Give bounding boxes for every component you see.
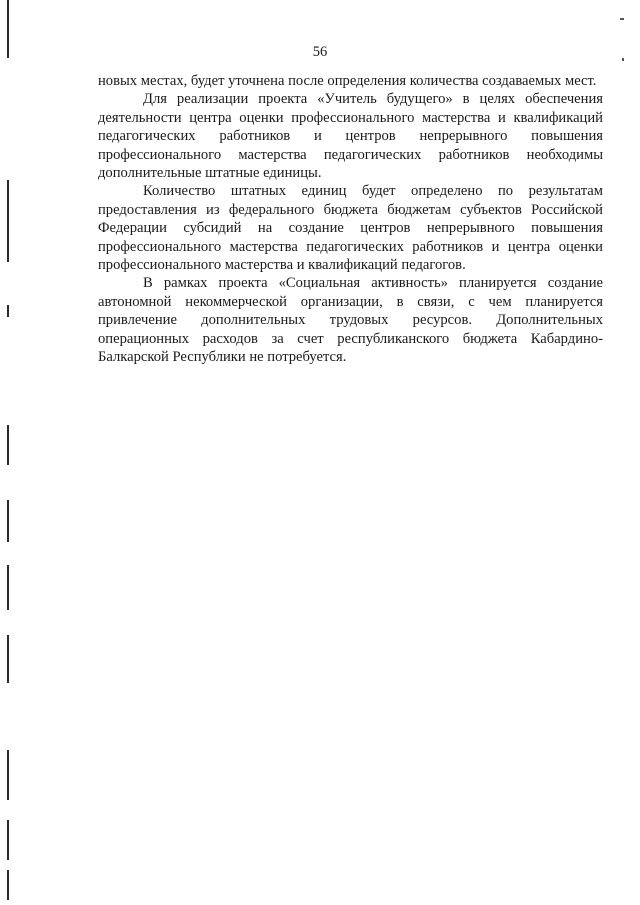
scan-binding-mark [7, 180, 9, 262]
scan-binding-mark [7, 635, 9, 683]
paragraph-continuation: новых местах, будет уточнена после определения количества создаваемых мест. [98, 73, 597, 89]
paragraph-teacher-of-future: Для реализации проекта «Учитель будущего» в целях обеспечения деятельности центра оценки профессионального мастерства и квалификаций педагогических работников и центров непрерывного повышения профессионального мастерства педагогических работников необходимы дополнительные штатные единицы. [98, 91, 603, 182]
scan-binding-mark [7, 750, 9, 800]
document-body [98, 72, 603, 367]
scan-binding-mark [7, 820, 9, 860]
paragraph-social-activity: В рамках проекта «Социальная активность» планируется создание автономной некоммерческой организации, в связи, с чем планируется привлечение дополнительных трудовых ресурсов. Дополнительных операционных расходов за счет республиканского бюджета Кабардино-Балкарской Республики не потребуется. [98, 275, 603, 366]
scan-binding-mark [7, 565, 9, 610]
page-number: 56 [312, 44, 328, 60]
scan-binding-mark [7, 500, 9, 542]
scan-binding-mark [7, 305, 9, 317]
scan-binding-mark [7, 425, 9, 465]
scan-dot [620, 18, 624, 20]
scan-binding-mark [7, 870, 9, 900]
paragraph-staff-units: Количество штатных единиц будет определено по результатам предоставления из федерального бюджета бюджетам субъектов Российской Федерации субсидий на создание центров непрерывного повышения профессионального мастерства педагогических работников и центра оценки профессионального мастерства и квалификаций педагогов. [98, 183, 603, 274]
